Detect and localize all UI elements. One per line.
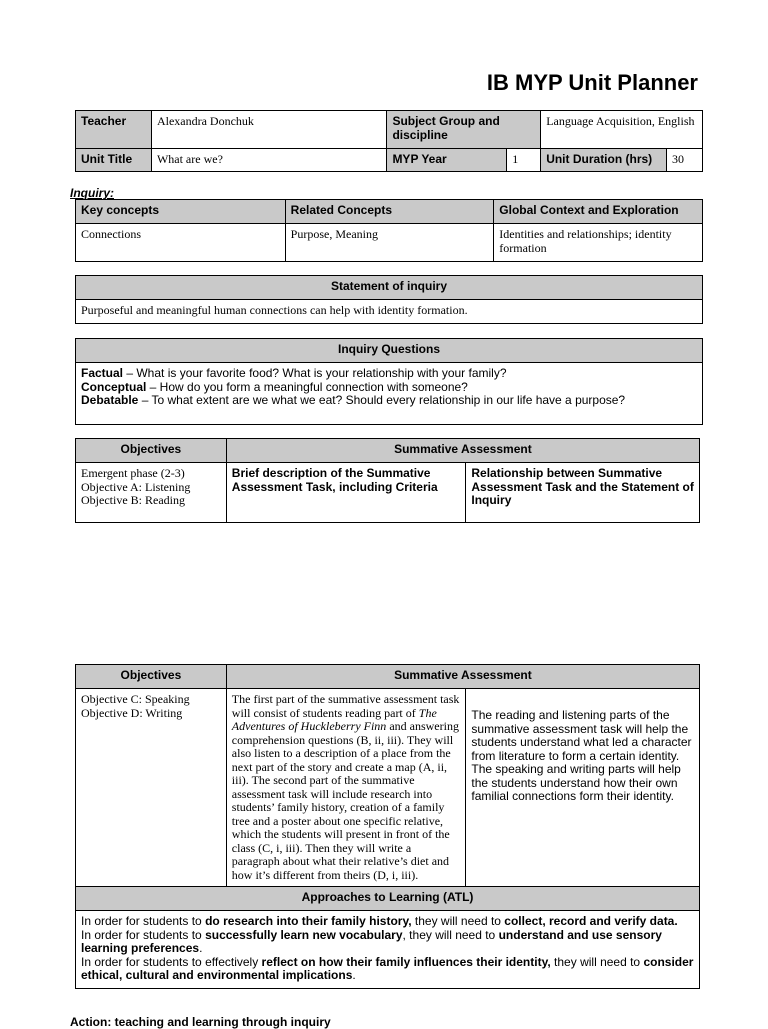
statement-header: Statement of inquiry	[76, 276, 703, 300]
summative-task-description: The first part of the summative assessment task will consist of students reading part of The Adventures of Huckleberry Finn and answering comprehension questions (B, ii, iii). They will also listen to a description of a place from the next part of the story and create a map (A, ii, iii). The second part of the summative assessment task will include research into students’ family history, creation of a family tree and a poster about one specific relative, which the students will present in front of the class (C, i, iii). Then they will write a paragraph about what their relative’s diet and how it’s different from theirs (D, i, iii).	[226, 689, 466, 887]
summative-assessment-header: Summative Assessment	[226, 439, 699, 463]
inquiry-questions-table	[75, 338, 703, 425]
teacher-label: Teacher	[76, 111, 152, 149]
related-concepts-value: Purpose, Meaning	[285, 224, 494, 262]
atl-header: Approaches to Learning (ATL)	[76, 887, 700, 911]
page-title: IB MYP Unit Planner	[486, 70, 698, 95]
teacher-value: Alexandra Donchuk	[151, 111, 387, 149]
objectives-header: Objectives	[76, 439, 227, 463]
objective-line: Objective C: Speaking	[81, 692, 190, 706]
objectives-list	[76, 689, 227, 887]
unit-header-table	[75, 110, 703, 172]
atl-body	[76, 911, 700, 989]
conceptual-question: Conceptual – How do you form a meaningful connection with someone?	[81, 379, 468, 394]
relationship-text: The reading and listening parts of the summative assessment task will help the students understand what led a character from literature to form a certain identity. The speaking and writing parts will help the students understand how their own familial connections form their identity.	[466, 689, 700, 887]
statement-text: Purposeful and meaningful human connections can help with identity formation.	[76, 300, 703, 324]
objective-line: Objective B: Reading	[81, 493, 185, 507]
myp-year-label: MYP Year	[387, 149, 507, 172]
objective-line: Emergent phase (2-3)	[81, 466, 185, 480]
subject-value: Language Acquisition, English	[541, 111, 703, 149]
action-section-heading: Action: teaching and learning through inquiry	[70, 1015, 331, 1029]
unit-title-value: What are we?	[151, 149, 387, 172]
inquiry-questions-header: Inquiry Questions	[76, 339, 703, 363]
atl-line-3: In order for students to effectively reflect on how their family influences their identity, they will need to consider ethical, cultural and environmental implications.	[81, 954, 694, 982]
atl-line-1: In order for students to do research into their family history, they will need to collect, record and verify data.	[81, 914, 678, 928]
objective-line: Objective D: Writing	[81, 705, 183, 720]
summative-assessment-header: Summative Assessment	[226, 665, 699, 689]
unit-title-label: Unit Title	[76, 149, 152, 172]
relationship-header: Relationship between Summative Assessment Task and the Statement of Inquiry	[466, 463, 700, 523]
debatable-question: Debatable – To what extent are we what we eat? Should every relationship in our life have a purpose?	[81, 393, 626, 407]
concepts-table	[75, 199, 703, 262]
duration-value: 30	[667, 149, 703, 172]
subject-label: Subject Group and discipline	[387, 111, 541, 149]
objectives-list	[76, 463, 227, 523]
factual-question: Factual – What is your favorite food? What is your relationship with your family?	[81, 366, 507, 380]
global-context-header: Global Context and Exploration	[494, 200, 703, 224]
brief-description-header: Brief description of the Summative Assessment Task, including Criteria	[226, 463, 466, 523]
assessment-table-2	[75, 664, 700, 989]
global-context-value: Identities and relationships; identity formation	[494, 224, 703, 262]
key-concepts-value: Connections	[76, 224, 286, 262]
assessment-table-1	[75, 438, 700, 523]
myp-year-value: 1	[507, 149, 541, 172]
related-concepts-header: Related Concepts	[285, 200, 494, 224]
objective-line: Objective A: Listening	[81, 479, 191, 494]
key-concepts-header: Key concepts	[76, 200, 286, 224]
statement-table	[75, 275, 703, 324]
duration-label: Unit Duration (hrs)	[541, 149, 667, 172]
inquiry-questions-body	[76, 363, 703, 425]
atl-line-2: In order for students to successfully learn new vocabulary, they will need to understand and use sensory learning preferences.	[81, 927, 662, 955]
inquiry-label: Inquiry:	[70, 186, 114, 200]
objectives-header: Objectives	[76, 665, 227, 689]
